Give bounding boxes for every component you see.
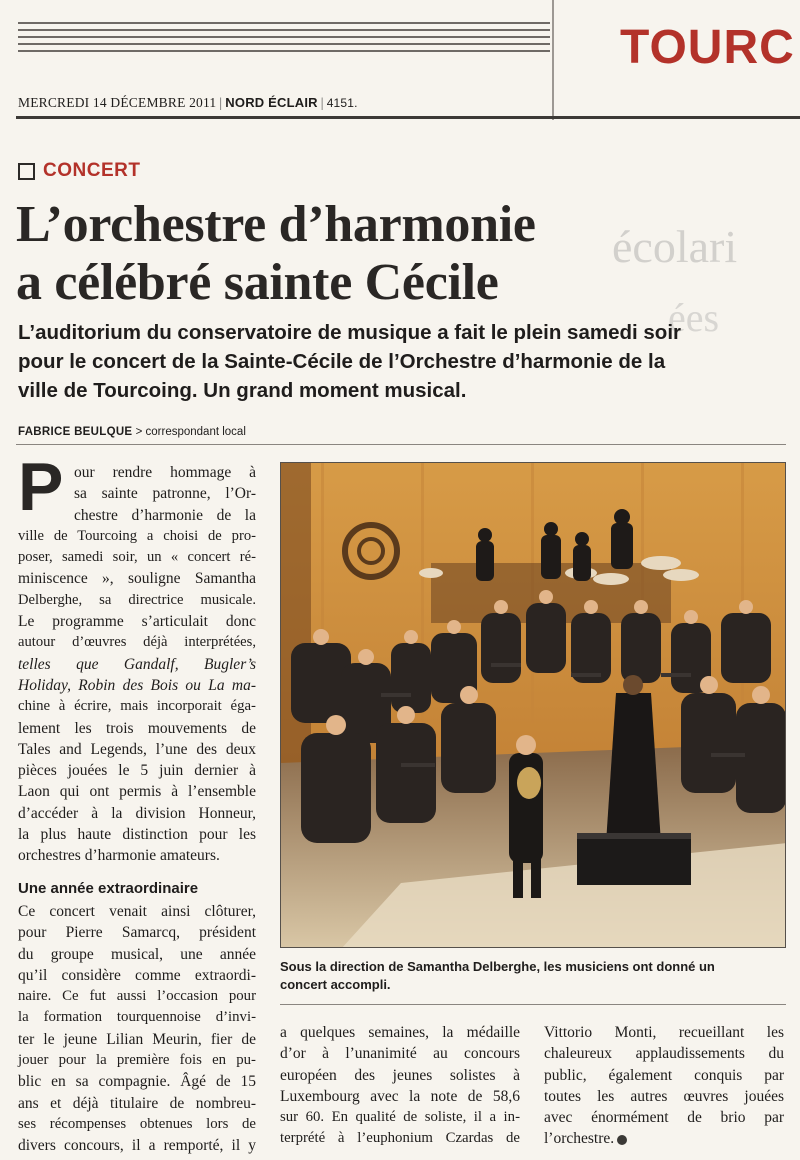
- body-line: poser, samedi soir, un « concert ré-: [18, 549, 256, 566]
- headline-line: L’orchestre d’harmonie: [16, 196, 536, 253]
- byline: [18, 426, 246, 438]
- body-line-final: [544, 1128, 784, 1149]
- kicker-label: CONCERT: [43, 160, 141, 181]
- square-bullet-icon: [18, 163, 35, 180]
- section-name: TOURC: [620, 21, 795, 74]
- headline-line: a célébré sainte Cécile: [16, 254, 499, 311]
- caption-line: Sous la direction de Samantha Delberghe, les musiciens ont donné un: [280, 959, 715, 974]
- body-line: divers concours, il a remporté, il y: [18, 1137, 256, 1155]
- issue-date: MERCREDI 14 DÉCEMBRE 2011: [18, 95, 217, 110]
- drop-cap: P: [18, 449, 64, 525]
- body-line: jouer pour la première fois en pu-: [18, 1052, 256, 1069]
- author-role: > correspondant local: [135, 426, 246, 438]
- page-code: 4151.: [326, 96, 358, 110]
- body-line: la plus haute distinction pour les: [18, 826, 256, 844]
- bleed-through-text: écolari: [612, 221, 738, 272]
- body-line: terprété à l’euphonium Czardas de: [280, 1130, 520, 1147]
- standfirst-line: pour le concert de la Sainte-Cécile de l’Orchestre d’harmonie de la: [18, 350, 666, 373]
- body-line: d’accéder à la division Honneur,: [18, 804, 256, 822]
- body-line: blic en sa compagnie. Âgé de 15: [18, 1073, 256, 1091]
- body-line: ville de Tourcoing a choisi de pro-: [18, 527, 256, 544]
- byline-rule: [16, 444, 786, 445]
- body-line: du groupe musical, une année: [18, 945, 256, 963]
- body-line: Laon qui ont permis à l’ensemble: [18, 783, 256, 801]
- body-column-1-continued: [18, 901, 256, 1157]
- standfirst-line: L’auditorium du conservatoire de musique a fait le plein samedi soir: [18, 321, 681, 344]
- body-line: Delberghe, sa directrice musicale.: [18, 591, 256, 608]
- body-line: Luxembourg avec la note de 58,6: [280, 1087, 520, 1105]
- body-line: pour Pierre Samarcq, président: [18, 924, 256, 942]
- publication-name: NORD ÉCLAIR: [225, 95, 318, 110]
- body-line-text: l’orchestre.: [544, 1130, 615, 1148]
- concert-photo: [280, 462, 786, 948]
- end-of-article-icon: [617, 1135, 627, 1145]
- body-line: autour d’œuvres déjà interprétées,: [18, 634, 256, 651]
- body-line: lement les trois mouvements de: [18, 719, 256, 737]
- body-line: pièces jouées le 5 juin dernier à: [18, 762, 256, 780]
- body-line: Ce concert venait ainsi clôturer,: [18, 903, 256, 920]
- body-line: ter le jeune Lilian Meurin, fier de: [18, 1030, 256, 1048]
- body-column-1: [18, 449, 256, 867]
- body-line: telles que Gandalf, Bugler’s: [18, 655, 256, 673]
- body-line: sa sainte patronne, l’Or-: [74, 485, 256, 503]
- body-line: Vittorio Monti, recueillant les: [544, 1024, 784, 1041]
- body-line: public, également conquis par: [544, 1066, 784, 1084]
- body-line: d’or à l’unanimité au concours: [280, 1045, 520, 1063]
- author-name: FABRICE BEULQUE: [18, 426, 133, 438]
- body-line: chaleureux applaudissements du: [544, 1045, 784, 1063]
- body-line: chestre d’harmonie de la: [74, 506, 256, 524]
- body-column-3: [544, 1022, 784, 1150]
- section-subhead: Une année extraordinaire: [18, 880, 199, 897]
- body-line: ses récompenses obtenues lors de: [18, 1115, 256, 1132]
- body-line: la formation tourquennoise d’invi-: [18, 1009, 256, 1026]
- body-line: naire. Ce fut aussi l’occasion pour: [18, 988, 256, 1005]
- photo-caption: [280, 958, 786, 994]
- body-line: orchestres d’harmonie amateurs.: [18, 847, 220, 865]
- article-standfirst: [18, 318, 788, 405]
- body-line: a quelques semaines, la médaille: [280, 1024, 520, 1041]
- header-hatch-rule: [18, 22, 550, 52]
- body-line: Holiday, Robin des Bois ou La ma-: [18, 676, 256, 694]
- body-line: sur 60. En qualité de soliste, il a in-: [280, 1109, 520, 1126]
- bleed-through-text: ées: [668, 295, 720, 340]
- body-line: chine à écrire, mais incorporait éga-: [18, 698, 256, 715]
- header-rule: [16, 116, 800, 119]
- folio-line: MERCREDI 14 DÉCEMBRE 2011 | NORD ÉCLAIR | 4151.: [18, 95, 358, 110]
- body-line: our rendre hommage à: [74, 464, 256, 481]
- caption-rule: [280, 1004, 786, 1005]
- body-line: miniscence », souligne Samantha: [18, 570, 256, 588]
- article-kicker: [18, 160, 140, 182]
- body-line: Tales and Legends, l’une des deux: [18, 740, 256, 758]
- body-line: ans et déjà titulaire de nombreu-: [18, 1094, 256, 1112]
- body-line: avec énormément de brio par: [544, 1109, 784, 1127]
- body-line: Le programme s’articulait donc: [18, 613, 256, 631]
- caption-line: concert accompli.: [280, 977, 391, 992]
- body-line: européen des jeunes solistes à: [280, 1066, 520, 1084]
- header-divider: [552, 0, 554, 120]
- body-line: toutes les autres œuvres jouées: [544, 1087, 784, 1105]
- body-column-2: [280, 1022, 520, 1150]
- article-headline: [16, 196, 736, 312]
- orchestra-illustration: [281, 463, 786, 948]
- standfirst-line: ville de Tourcoing. Un grand moment musical.: [18, 379, 467, 402]
- body-line: qu’il considère comme extraordi-: [18, 966, 256, 984]
